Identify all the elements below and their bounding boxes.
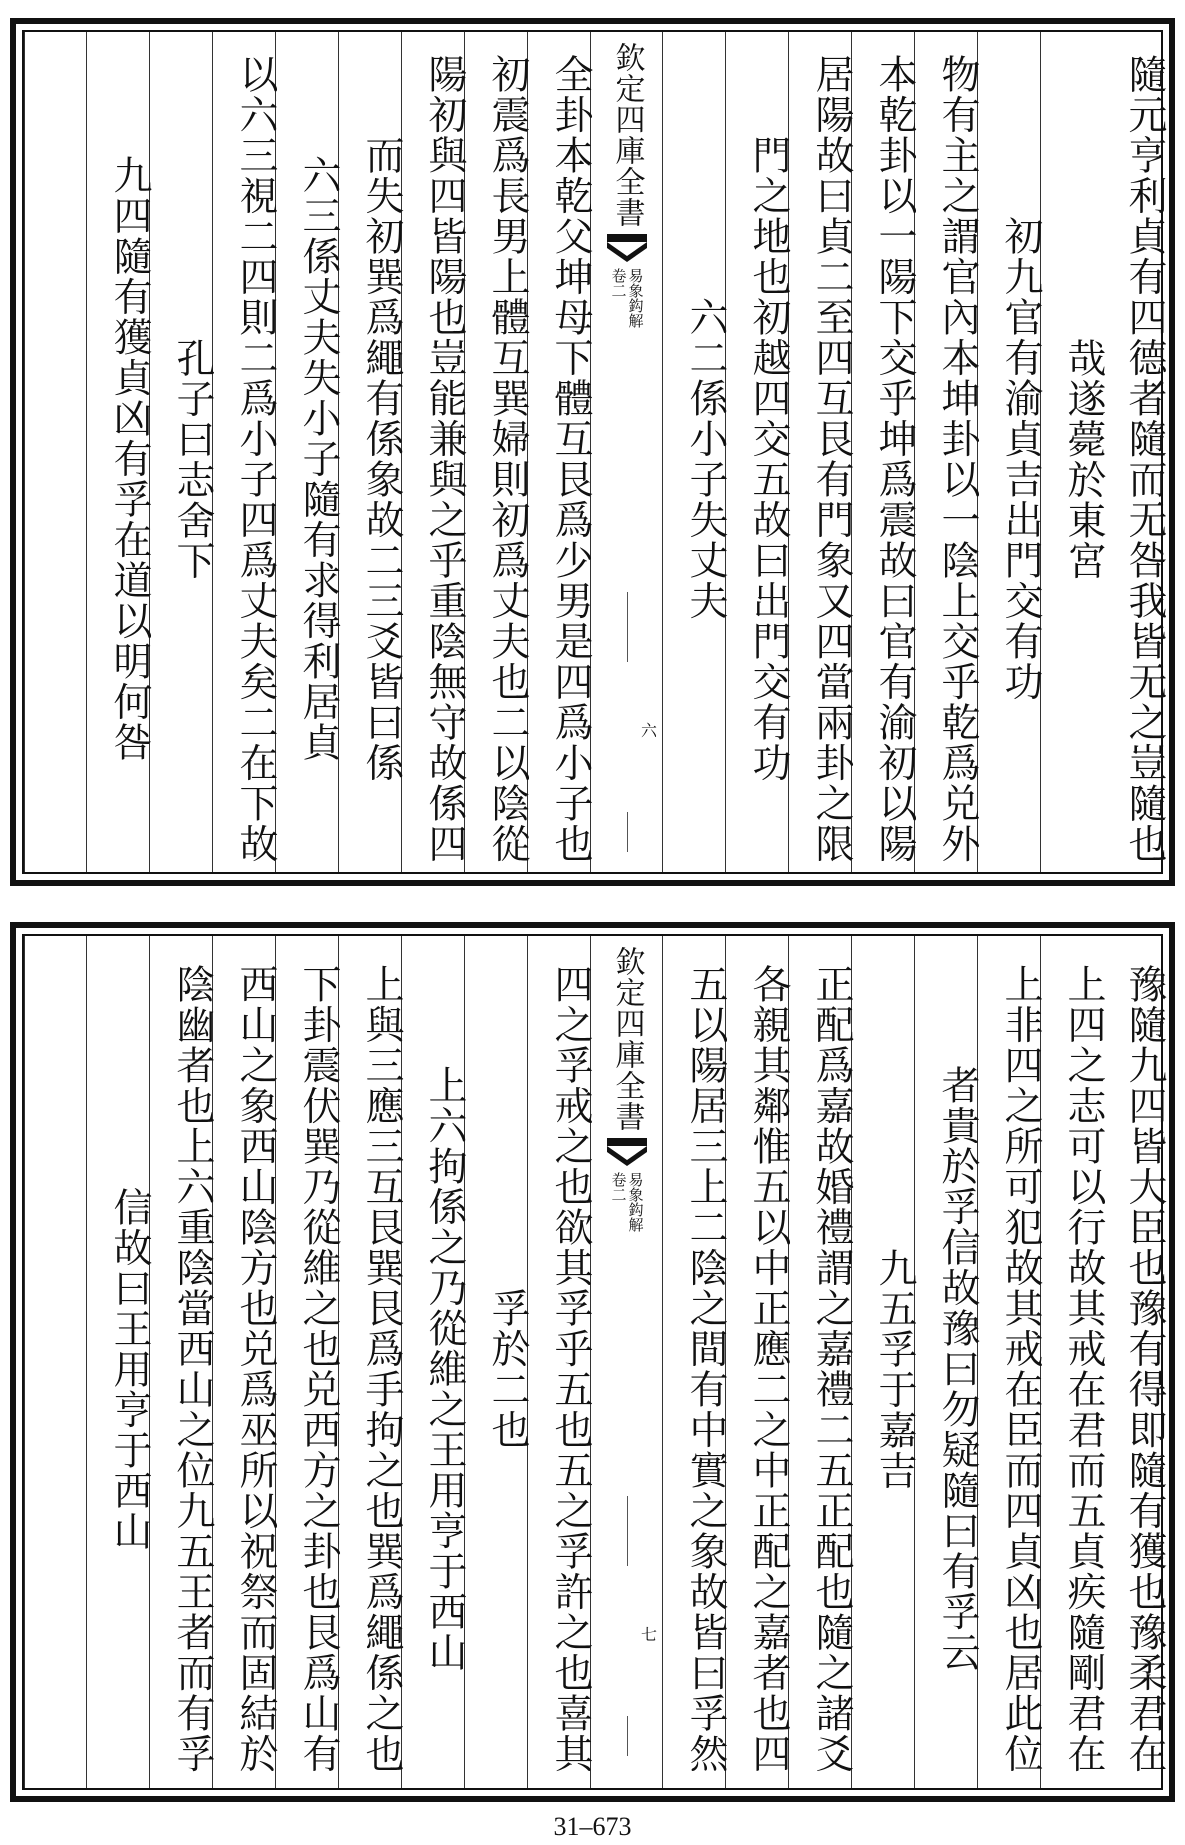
text-column: 本乾卦以一陽下交乎坤爲震故曰官有渝初以陽: [851, 32, 914, 872]
text-column: 物有主之謂官內本坤卦以一陰上交乎乾爲兑外: [914, 32, 977, 872]
text-column: 上與三應三互艮巽艮爲手拘之也巽爲繩係之也: [338, 936, 401, 1788]
text-column-empty: [24, 936, 86, 1788]
top-page-panel: [10, 18, 1175, 886]
text-column: 孔子曰志舍下: [149, 32, 212, 872]
collection-title: 欽定四庫全書: [609, 42, 645, 228]
page-number: 31–673: [553, 1812, 632, 1841]
fold-line: [627, 1716, 628, 1756]
fold-line: [627, 592, 628, 662]
text-column: 孚於二也: [464, 936, 527, 1788]
text-column: 六二係小子失丈夫: [662, 32, 725, 872]
volume-info: [611, 268, 643, 328]
volume-info: [611, 1172, 643, 1232]
fold-line: [627, 812, 628, 852]
fishtail-mark-icon: [607, 1138, 647, 1168]
text-column: 上四之志可以行故其戒在君而五貞疾隨剛君在: [1040, 936, 1103, 1788]
text-column: 全卦本乾父坤母下體互艮爲少男是四爲小子也: [527, 32, 590, 872]
text-column: 而失初巽爲繩有係象故二三爻皆曰係: [338, 32, 401, 872]
text-column: 九五孚于嘉吉: [851, 936, 914, 1788]
text-column: 豫隨九四皆大臣也豫有得即隨有獲也豫柔君在: [1122, 964, 1167, 1774]
book-title: 易象鈎解: [626, 268, 645, 328]
center-fold: [590, 32, 662, 872]
text-column: 信故曰王用亨于西山: [86, 936, 149, 1788]
bottom-page-panel: [10, 922, 1175, 1802]
fold-line: [627, 1496, 628, 1566]
text-column: 隨元亨利貞有四德者隨而无咎我皆无之豈隨也: [1122, 54, 1167, 864]
top-page-frame: [22, 30, 1167, 874]
text-column: 者貴於孚信故豫曰勿疑隨曰有孚云: [914, 936, 977, 1788]
bottom-page-frame: [22, 934, 1167, 1790]
text-column: 居陽故曰貞二至四互艮有門象又四當兩卦之限: [788, 32, 851, 872]
text-column: 各親其鄰惟五以中正應二之中正配之嘉者也四: [725, 936, 788, 1788]
book-title: 易象鈎解: [626, 1172, 645, 1232]
text-column: 陽初與四皆陽也豈能兼與之乎重陰無守故係四: [401, 32, 464, 872]
text-column: 門之地也初越四交五故曰出門交有功: [725, 32, 788, 872]
center-fold: [590, 936, 662, 1788]
text-column: 陰幽者也上六重陰當西山之位九五王者而有孚: [149, 936, 212, 1788]
volume-label: 卷二: [609, 1172, 628, 1202]
collection-title: 欽定四庫全書: [609, 946, 645, 1132]
text-column: 以六三視二四則二爲小子四爲丈夫矣二在下故: [212, 32, 275, 872]
text-column: 四之孚戒之也欲其孚乎五也五之孚許之也喜其: [527, 936, 590, 1788]
text-column: 五以陽居三上二陰之間有中實之象故皆曰孚然: [662, 936, 725, 1788]
text-column: 六三係丈夫失小子隨有求得利居貞: [275, 32, 338, 872]
leaf-number: 七: [638, 1626, 658, 1642]
fishtail-mark-icon: [607, 234, 647, 264]
text-column: 下卦震伏巽乃從維之也兑西方之卦也艮爲山有: [275, 936, 338, 1788]
text-column: 初震爲長男上體互巽婦則初爲丈夫也二以陰從: [464, 32, 527, 872]
text-column: 上非四之所可犯故其戒在臣而四貞凶也居此位: [977, 936, 1040, 1788]
text-column: 正配爲嘉故婚禮謂之嘉禮二五正配也隨之諸爻: [788, 936, 851, 1788]
text-column: 哉遂薨於東宮: [1040, 32, 1103, 872]
leaf-number: 六: [638, 722, 658, 738]
text-column-empty: [24, 32, 86, 872]
volume-label: 卷二: [609, 268, 628, 298]
text-column: 上六拘係之乃從維之王用亨于西山: [401, 936, 464, 1788]
text-column: 西山之象西山陰方也兑爲巫所以祝祭而固結於: [212, 936, 275, 1788]
text-column: 初九官有渝貞吉出門交有功: [977, 32, 1040, 872]
text-column: 九四隨有獲貞凶有孚在道以明何咎: [86, 32, 149, 872]
